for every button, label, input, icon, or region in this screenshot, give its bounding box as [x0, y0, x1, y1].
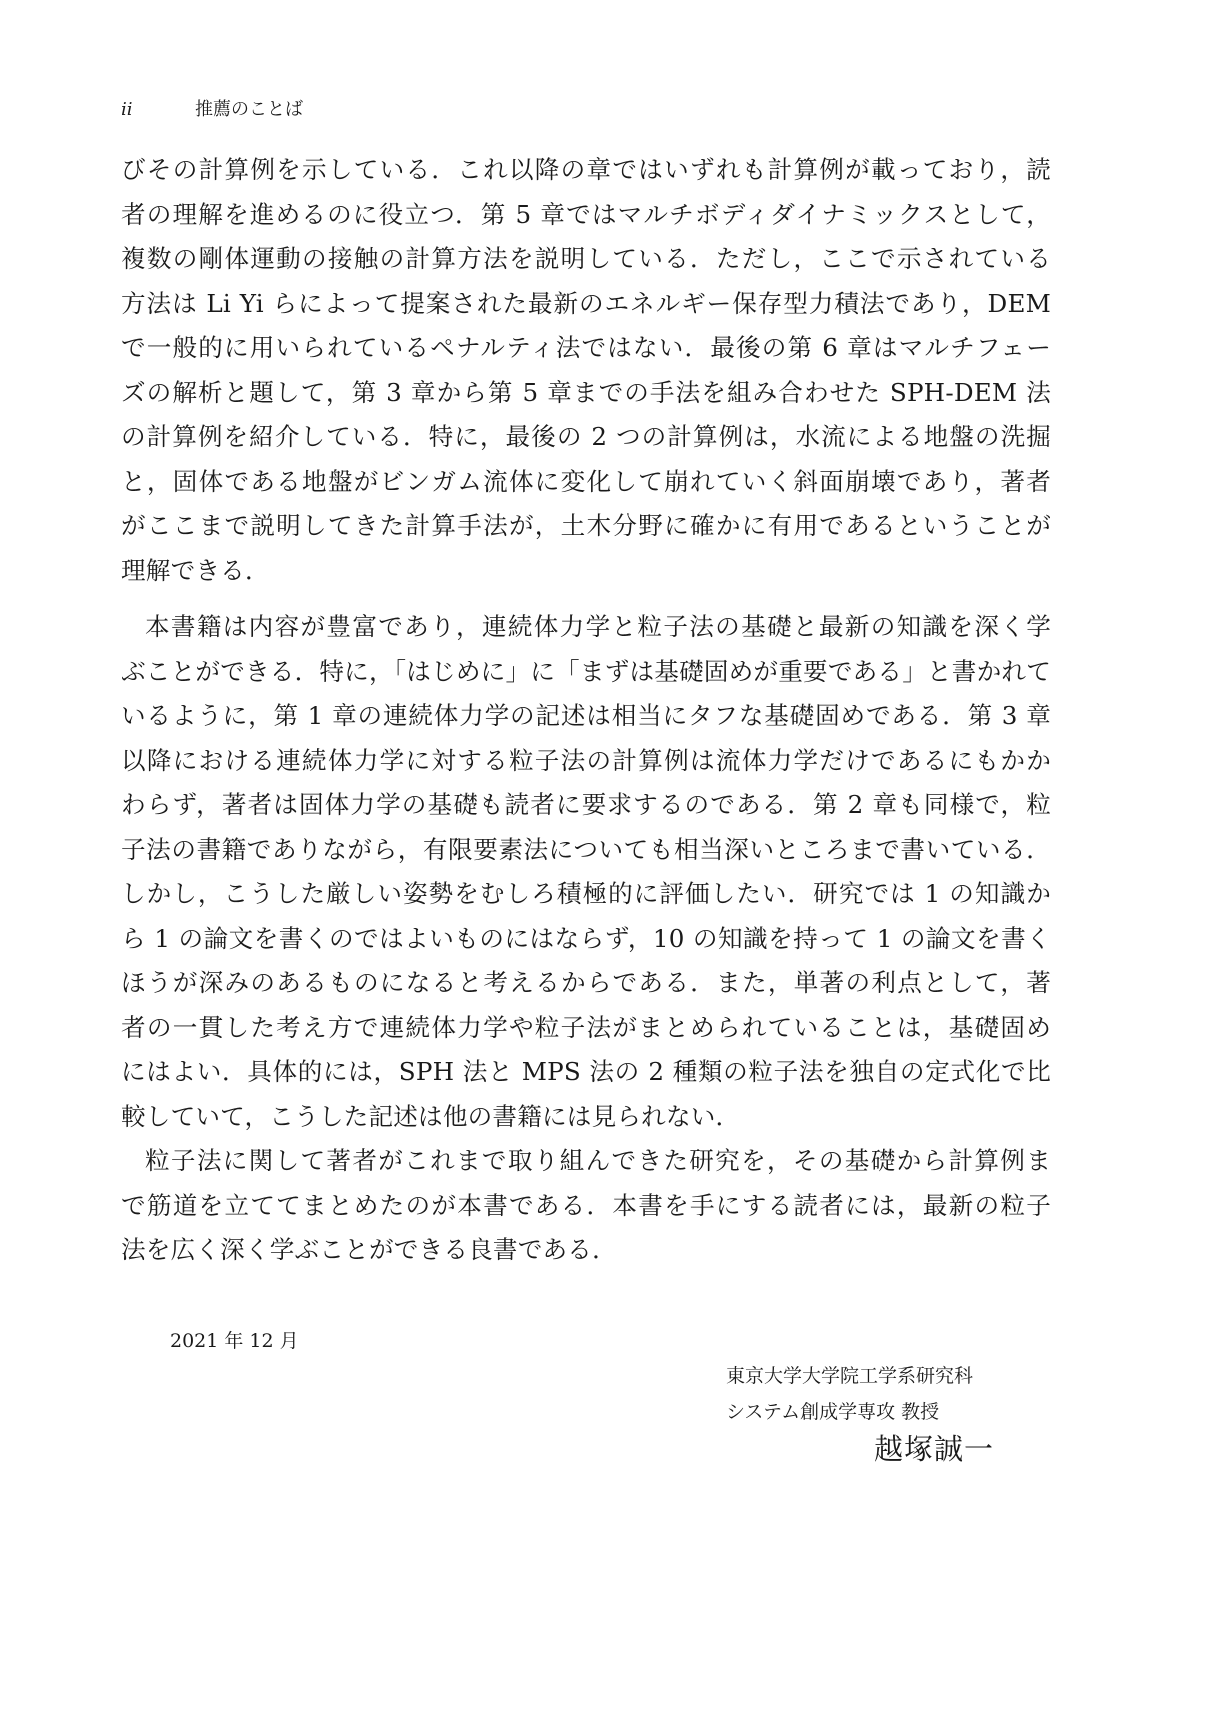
affiliation — [726, 1358, 973, 1430]
text-line: いるように，第 1 章の連続体力学の記述は相当にタフな基礎固めである．第 3 章 — [121, 701, 1051, 730]
text-line: 者の理解を進めるのに役立つ．第 5 章ではマルチボディダイナミックスとして， — [121, 199, 1051, 229]
date: 2021 年 12 月 — [170, 1330, 299, 1352]
affiliation-line: システム創成学専攻 教授 — [726, 1401, 940, 1423]
text-line: 子法の書籍でありながら，有限要素法についても相当深いところまで書いている． — [121, 834, 1051, 864]
text-line: 以降における連続体力学に対する粒子法の計算例は流体力学だけであるにもかか — [121, 745, 1051, 775]
text-line: 者の一貫した考え方で連続体力学や粒子法がまとめられていることは，基礎固め — [121, 1012, 1051, 1042]
text-line: 法を広く深く学ぶことができる良書である． — [121, 1235, 617, 1264]
text-line: にはよい．具体的には，SPH 法と MPS 法の 2 種類の粒子法を独自の定式化で比 — [121, 1057, 1051, 1086]
text-line: の計算例を紹介している．特に，最後の 2 つの計算例は，水流による地盤の洗掘 — [121, 422, 1051, 451]
running-head — [121, 96, 303, 124]
paragraph — [121, 605, 1051, 1139]
text-line: 理解できる． — [121, 555, 270, 585]
text-line: しかし，こうした厳しい姿勢をむしろ積極的に評価したい．研究では 1 の知識か — [121, 879, 1051, 908]
text-line: 較していて，こうした記述は他の書籍には見られない． — [121, 1101, 741, 1131]
text-line: 本書籍は内容が豊富であり，連続体力学と粒子法の基礎と最新の知識を深く学 — [145, 612, 1051, 641]
text-line: で筋道を立ててまとめたのが本書である．本書を手にする読者には，最新の粒子 — [121, 1190, 1051, 1220]
text-line: ズの解析と題して，第 3 章から第 5 章までの手法を組み合わせた SPH-DEM 法 — [121, 377, 1051, 407]
text-line: びその計算例を示している．これ以降の章ではいずれも計算例が載っており，読 — [121, 155, 1051, 184]
paragraph — [121, 148, 1051, 593]
text-line: がここまで説明してきた計算手法が，土木分野に確かに有用であるということが — [121, 511, 1051, 540]
body-text — [121, 148, 1051, 1273]
paragraph — [121, 1139, 1051, 1273]
text-line: ほうが深みのあるものになると考えるからである．また，単著の利点として，著 — [121, 968, 1051, 997]
page-number: ii — [121, 99, 133, 120]
text-line: で一般的に用いられているペナルティ法ではない．最後の第 6 章はマルチフェー — [121, 333, 1051, 362]
text-line: わらず，著者は固体力学の基礎も読者に要求するのである．第 2 章も同様で，粒 — [121, 790, 1051, 819]
text-line: ぶことができる．特に，「はじめに」に「まずは基礎固めが重要である」と書かれて — [121, 656, 1051, 686]
text-line: ら 1 の論文を書くのではよいものにはならず，10 の知識を持って 1 の論文を書く — [121, 923, 1051, 953]
text-line: 粒子法に関して著者がこれまで取り組んできた研究を，その基礎から計算例ま — [145, 1146, 1051, 1175]
affiliation-line: 東京大学大学院工学系研究科 — [726, 1365, 974, 1387]
chapter-title: 推薦のことば — [195, 99, 303, 120]
text-line: と，固体である地盤がビンガム流体に変化して崩れていく斜面崩壊であり，著者 — [121, 466, 1051, 496]
text-line: 方法は Li Yi らによって提案された最新のエネルギー保存型力積法であり，DEM — [121, 288, 1051, 318]
text-line: 複数の剛体運動の接触の計算方法を説明している．ただし，ここで示されている — [121, 244, 1051, 273]
author-name: 越塚誠一 — [874, 1432, 995, 1466]
